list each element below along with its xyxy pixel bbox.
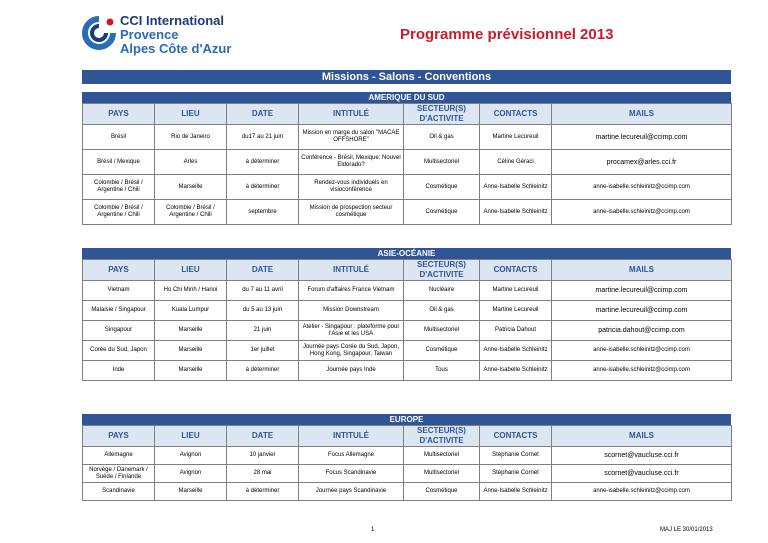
column-header: INTITULÉ bbox=[299, 426, 404, 447]
mail-link[interactable]: anne-isabelle.schleinitz@ccimp.com bbox=[552, 200, 732, 225]
logo-line-2: Provence bbox=[120, 27, 179, 42]
table-cell: Multisectoriel bbox=[404, 447, 480, 465]
column-header: LIEU bbox=[155, 426, 227, 447]
table-cell: Cosmétique bbox=[404, 175, 480, 200]
table-cell: Oil & gas bbox=[404, 125, 480, 150]
region-title: ASIE-OCÉANIE bbox=[82, 248, 731, 259]
column-header: PAYS bbox=[83, 260, 155, 281]
column-header: INTITULÉ bbox=[299, 104, 404, 125]
mail-link[interactable]: martine.lecureuil@ccimp.com bbox=[552, 281, 732, 301]
column-header: PAYS bbox=[83, 426, 155, 447]
table-cell: Allemagne bbox=[83, 447, 155, 465]
column-header: CONTACTS bbox=[480, 104, 552, 125]
mail-link[interactable]: scornet@vaucluse.cci.fr bbox=[552, 447, 732, 465]
program-table bbox=[82, 259, 732, 381]
mail-link[interactable]: anne-isabelle.schleinitz@ccimp.com bbox=[552, 361, 732, 381]
column-header: MAILS bbox=[552, 104, 732, 125]
table-cell: Conférence - Brésil, Mexique: Nouvel Eldorado? bbox=[299, 150, 404, 175]
mail-link[interactable]: scornet@vaucluse.cci.fr bbox=[552, 465, 732, 483]
table-cell: Multisectoriel bbox=[404, 465, 480, 483]
column-header: DATE bbox=[227, 104, 299, 125]
table-row bbox=[83, 125, 732, 150]
table-cell: Anne-Isabelle Schleinitz bbox=[480, 341, 552, 361]
table-cell: Marseille bbox=[155, 341, 227, 361]
table-cell: Anne-Isabelle Schleinitz bbox=[480, 483, 552, 501]
table-cell: 21 juin bbox=[227, 321, 299, 341]
section-europe bbox=[82, 414, 731, 501]
table-row bbox=[83, 200, 732, 225]
table-cell: du 5 au 13 juin bbox=[227, 301, 299, 321]
column-header: DATE bbox=[227, 260, 299, 281]
table-cell: Forum d'affaires France Vietnam bbox=[299, 281, 404, 301]
column-header: SECTEUR(S) D'ACTIVITE bbox=[404, 104, 480, 125]
table-row bbox=[83, 321, 732, 341]
table-cell: Mission en marge du salon "MACAE OFFSHORE" bbox=[299, 125, 404, 150]
table-header-row bbox=[83, 426, 732, 447]
table-cell: à déterminer bbox=[227, 483, 299, 501]
table-cell: Colombie / Brésil / Argentine / Chili bbox=[83, 175, 155, 200]
table-cell: Marseille bbox=[155, 361, 227, 381]
table-cell: Atelier - Singapour : plateforme pour l'Asie et les USA bbox=[299, 321, 404, 341]
table-cell: Nucléaire bbox=[404, 281, 480, 301]
table-cell: Scandinavie bbox=[83, 483, 155, 501]
cci-logo bbox=[82, 14, 232, 60]
table-row bbox=[83, 150, 732, 175]
cci-logo-mark-icon bbox=[82, 16, 116, 50]
table-cell: Cosmétique bbox=[404, 200, 480, 225]
table-cell: Colombie / Brésil / Argentine / Chili bbox=[83, 200, 155, 225]
mail-link[interactable]: anne-isabelle.schleinitz@ccimp.com bbox=[552, 175, 732, 200]
program-table bbox=[82, 103, 732, 225]
mail-link[interactable]: anne-isabelle.schleinitz@ccimp.com bbox=[552, 341, 732, 361]
page-number: 1 bbox=[371, 527, 375, 533]
table-cell: Focus Allemagne bbox=[299, 447, 404, 465]
column-header: PAYS bbox=[83, 104, 155, 125]
table-cell: Multisectoriel bbox=[404, 321, 480, 341]
table-cell: septembre bbox=[227, 200, 299, 225]
table-cell: Oil & gas bbox=[404, 301, 480, 321]
table-cell: Vietnam bbox=[83, 281, 155, 301]
table-cell: Journée pays Scandinavie bbox=[299, 483, 404, 501]
table-cell: Brésil / Mexique bbox=[83, 150, 155, 175]
table-cell: Mission Downstream bbox=[299, 301, 404, 321]
table-cell: Marseille bbox=[155, 321, 227, 341]
table-cell: Anne-Isabelle Schleinitz bbox=[480, 200, 552, 225]
region-title: EUROPE bbox=[82, 414, 731, 425]
column-header: CONTACTS bbox=[480, 260, 552, 281]
update-date: MAJ LE 30/01/2013 bbox=[660, 527, 713, 533]
table-cell: Journée pays Inde bbox=[299, 361, 404, 381]
table-row bbox=[83, 175, 732, 200]
table-cell: Multisectoriel bbox=[404, 150, 480, 175]
table-cell: Martine Lecureuil bbox=[480, 125, 552, 150]
table-cell: du17 au 21 juin bbox=[227, 125, 299, 150]
table-cell: à déterminer bbox=[227, 150, 299, 175]
table-cell: Stéphanie Cornet bbox=[480, 447, 552, 465]
table-cell: Avignon bbox=[155, 465, 227, 483]
table-cell: 10 janvier bbox=[227, 447, 299, 465]
table-cell: Patricia Dahout bbox=[480, 321, 552, 341]
table-cell: Martine Lecureuil bbox=[480, 281, 552, 301]
table-cell: Marseille bbox=[155, 483, 227, 501]
logo-text bbox=[120, 14, 231, 56]
table-cell: Arles bbox=[155, 150, 227, 175]
table-cell: Stéphanie Cornet bbox=[480, 465, 552, 483]
table-cell: Journée pays Corée du Sud, Japon, Hong Kong, Singapour, Taiwan bbox=[299, 341, 404, 361]
table-cell: Anne-Isabelle Schleinitz bbox=[480, 175, 552, 200]
table-cell: Inde bbox=[83, 361, 155, 381]
table-header-row bbox=[83, 104, 732, 125]
table-row bbox=[83, 341, 732, 361]
table-cell: Corée du Sud, Japon bbox=[83, 341, 155, 361]
table-cell: Avignon bbox=[155, 447, 227, 465]
table-cell: à déterminer bbox=[227, 175, 299, 200]
table-cell: Cosmétique bbox=[404, 341, 480, 361]
program-table bbox=[82, 425, 732, 501]
table-cell: à déterminer bbox=[227, 361, 299, 381]
mail-link[interactable]: martine.lecureuil@ccimp.com bbox=[552, 125, 732, 150]
mail-link[interactable]: patricia.dahout@ccimp.com bbox=[552, 321, 732, 341]
section-amerique-du-sud bbox=[82, 92, 731, 225]
column-header: CONTACTS bbox=[480, 426, 552, 447]
column-header: MAILS bbox=[552, 426, 732, 447]
page-title: Programme prévisionnel 2013 bbox=[400, 26, 614, 43]
table-cell: Colombie / Brésil / Argentine / Chili bbox=[155, 200, 227, 225]
table-row bbox=[83, 447, 732, 465]
table-cell: Mission de prospection secteur cosmétique bbox=[299, 200, 404, 225]
table-cell: Focus Scandinavie bbox=[299, 465, 404, 483]
table-cell: Anne-Isabelle Schleinitz bbox=[480, 361, 552, 381]
table-cell: Rendez-vous individuels en visioconférence bbox=[299, 175, 404, 200]
table-cell: Brésil bbox=[83, 125, 155, 150]
mail-link[interactable]: martine.lecureuil@ccimp.com bbox=[552, 301, 732, 321]
table-row bbox=[83, 281, 732, 301]
table-cell: du 7 au 11 avril bbox=[227, 281, 299, 301]
table-row bbox=[83, 465, 732, 483]
table-header-row bbox=[83, 260, 732, 281]
section-band: Missions - Salons - Conventions bbox=[82, 70, 731, 84]
table-cell: Céline Géraci bbox=[480, 150, 552, 175]
mail-link[interactable]: anne-isabelle.schleinitz@ccimp.com bbox=[552, 483, 732, 501]
table-row bbox=[83, 483, 732, 501]
column-header: SECTEUR(S) D'ACTIVITE bbox=[404, 260, 480, 281]
column-header: LIEU bbox=[155, 104, 227, 125]
logo-line-3: Alpes Côte d'Azur bbox=[120, 41, 232, 56]
table-cell: 1er juillet bbox=[227, 341, 299, 361]
column-header: DATE bbox=[227, 426, 299, 447]
table-cell: Kuala Lumpur bbox=[155, 301, 227, 321]
table-cell: Rio de Janeiro bbox=[155, 125, 227, 150]
logo-line-1: CCI International bbox=[120, 13, 225, 28]
table-cell: Marseille bbox=[155, 175, 227, 200]
column-header: LIEU bbox=[155, 260, 227, 281]
region-title: AMERIQUE DU SUD bbox=[82, 92, 731, 103]
table-cell: Tous bbox=[404, 361, 480, 381]
table-cell: Cosmétique bbox=[404, 483, 480, 501]
table-cell: Ho Chi Minh / Hanoi bbox=[155, 281, 227, 301]
table-cell: 28 mai bbox=[227, 465, 299, 483]
table-row bbox=[83, 361, 732, 381]
table-cell: Malaisie / Singapour bbox=[83, 301, 155, 321]
section-asie-oceanie bbox=[82, 248, 731, 381]
column-header: INTITULÉ bbox=[299, 260, 404, 281]
mail-link[interactable]: procamex@arles.cci.fr bbox=[552, 150, 732, 175]
table-cell: Martine Lecureuil bbox=[480, 301, 552, 321]
table-row bbox=[83, 301, 732, 321]
table-cell: Norvège / Danemark / Suède / Finlande bbox=[83, 465, 155, 483]
column-header: SECTEUR(S) D'ACTIVITE bbox=[404, 426, 480, 447]
column-header: MAILS bbox=[552, 260, 732, 281]
table-cell: Singapour bbox=[83, 321, 155, 341]
